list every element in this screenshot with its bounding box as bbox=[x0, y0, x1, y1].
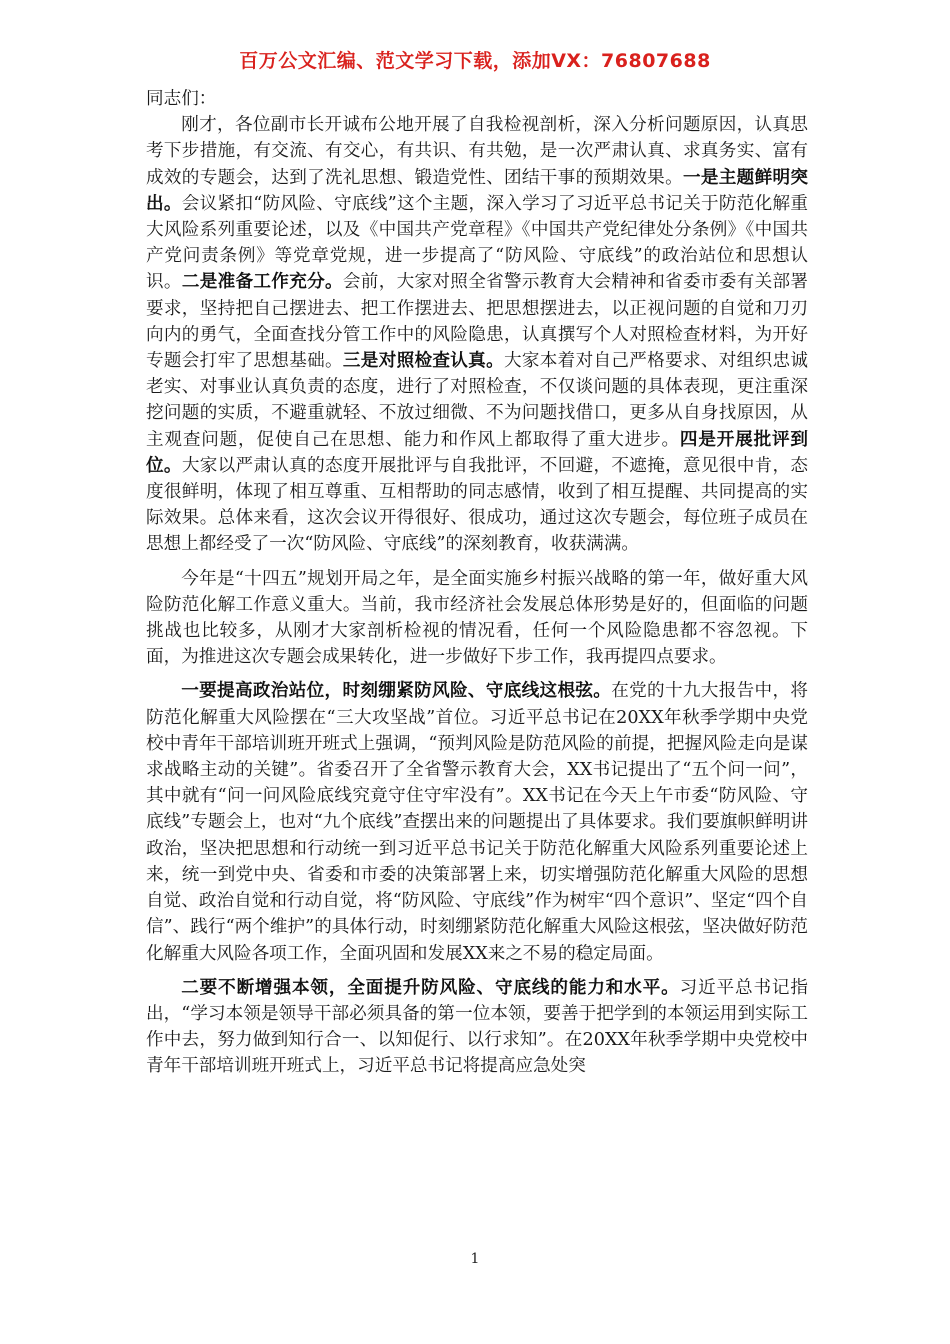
p1-text-2: 会议紧扣“防风险、守底线”这个主题，深入学习了习近平总书记关于防范化解重大风险系列重要论述，以及《中国共产党章程》《中国共产党纪律处分条例》《中国共产党问责条例》等党章党规，进一步提高了“防风险、守底线”的政治站位和思想认识。 bbox=[146, 193, 808, 293]
p4-heading: 二要不断增强本领，全面提升防风险、守底线的能力和水平。 bbox=[181, 976, 680, 998]
paragraph-3 bbox=[146, 678, 808, 966]
p4-text: 习近平总书记指出，“学习本领是领导干部必须具备的第一位本领，要善于把学到的本领运用到实际工作中去，努力做到知行合一、以知促行、以行求知”。在20XX年秋季学期中央党校中青年干部培训班开班式上，习近平总书记将提高应急处突 bbox=[146, 977, 808, 1077]
paragraph-4 bbox=[146, 975, 808, 1080]
watermark-header: 百万公文汇编、范文学习下载，添加VX：76807688 bbox=[239, 50, 711, 72]
paragraph-2: 今年是“十四五”规划开局之年，是全面实施乡村振兴战略的第一年，做好重大风险防范化解工作意义重大。当前，我市经济社会发展总体形势是好的，但面临的问题挑战也比较多，从刚才大家剖析检视的情况看，任何一个风险隐患都不容忽视。下面，为推进这次专题会成果转化，进一步做好下步工作，我再提四点要求。 bbox=[146, 568, 808, 668]
salutation: 同志们： bbox=[146, 89, 217, 109]
p1-text-1: 刚才，各位副市长开诚布公地开展了自我检视剖析，深入分析问题原因，认真思考下步措施，有交流、有交心，有共识、有共勉，是一次严肃认真、求真务实、富有成效的专题会，达到了洗礼思想、锻造党性、团结干事的预期效果。 bbox=[146, 115, 808, 188]
p1-bold-4: 四是开展批评到位。 bbox=[146, 428, 808, 476]
document-body bbox=[146, 86, 808, 1080]
p1-text-4: 大家本着对自己严格要求、对组织忠诚老实、对事业认真负责的态度，进行了对照检查，不仅谈问题的具体表现，更注重深挖问题的实质，不避重就轻、不放过细微、不为问题找借口，更多从自身找原因，从主观查问题，促使自己在思想、能力和作风上都取得了重大进步。 bbox=[146, 351, 808, 450]
p1-bold-1: 一是主题鲜明突出。 bbox=[146, 166, 808, 214]
paragraph-1 bbox=[146, 112, 808, 557]
p3-text: 在党的十九大报告中，将防范化解重大风险摆在“三大攻坚战”首位。习近平总书记在20XX年秋季学期中央党校中青年干部培训班开班式上强调，“预判风险是防范风险的前提，把握风险走向是谋求战略主动的关键”。省委召开了全省警示教育大会，XX书记提出了“五个问一问”，其中就有“问一问风险底线究竟守住守牢没有”。XX书记在今天上午市委“防风险、守底线”专题会上，也对“九个底线”查摆出来的问题提出了具体要求。我们要旗帜鲜明讲政治，坚决把思想和行动统一到习近平总书记关于防范化解重大风险系列重要论述上来，统一到党中央、省委和市委的决策部署上来，切实增强防范化解重大风险的思想自觉、政治自觉和行动自觉，将“防风险、守底线”作为树牢“四个意识”、坚定“四个自信”、践行“两个维护”的具体行动，时刻绷紧防范化解重大风险这根弦，坚决做好防范化解重大风险各项工作，全面巩固和发展XX来之不易的稳定局面。 bbox=[146, 681, 808, 964]
p1-bold-3: 三是对照检查认真。 bbox=[342, 350, 504, 372]
page-number: 1 bbox=[470, 1251, 480, 1267]
p1-bold-2: 二是准备工作充分。 bbox=[181, 271, 343, 293]
p3-heading: 一要提高政治站位，时刻绷紧防风险、守底线这根弦。 bbox=[181, 680, 612, 702]
p1-text-5: 大家以严肃认真的态度开展批评与自我批评，不回避，不遮掩，意见很中肯，态度很鲜明，体现了相互尊重、互相帮助的同志感情，收到了相互提醒、共同提高的实际效果。总体来看，这次会议开得很好、很成功，通过这次专题会，每位班子成员在思想上都经受了一次“防风险、守底线”的深刻教育，收获满满。 bbox=[146, 455, 808, 555]
p1-text-3: 会前，大家对照全省警示教育大会精神和省委市委有关部署要求，坚持把自己摆进去、把工作摆进去、把思想摆进去，以正视问题的自觉和刀刃向内的勇气，全面查找分管工作中的风险隐患，认真撰写个人对照检查材料，为开好专题会打牢了思想基础。 bbox=[146, 272, 808, 372]
